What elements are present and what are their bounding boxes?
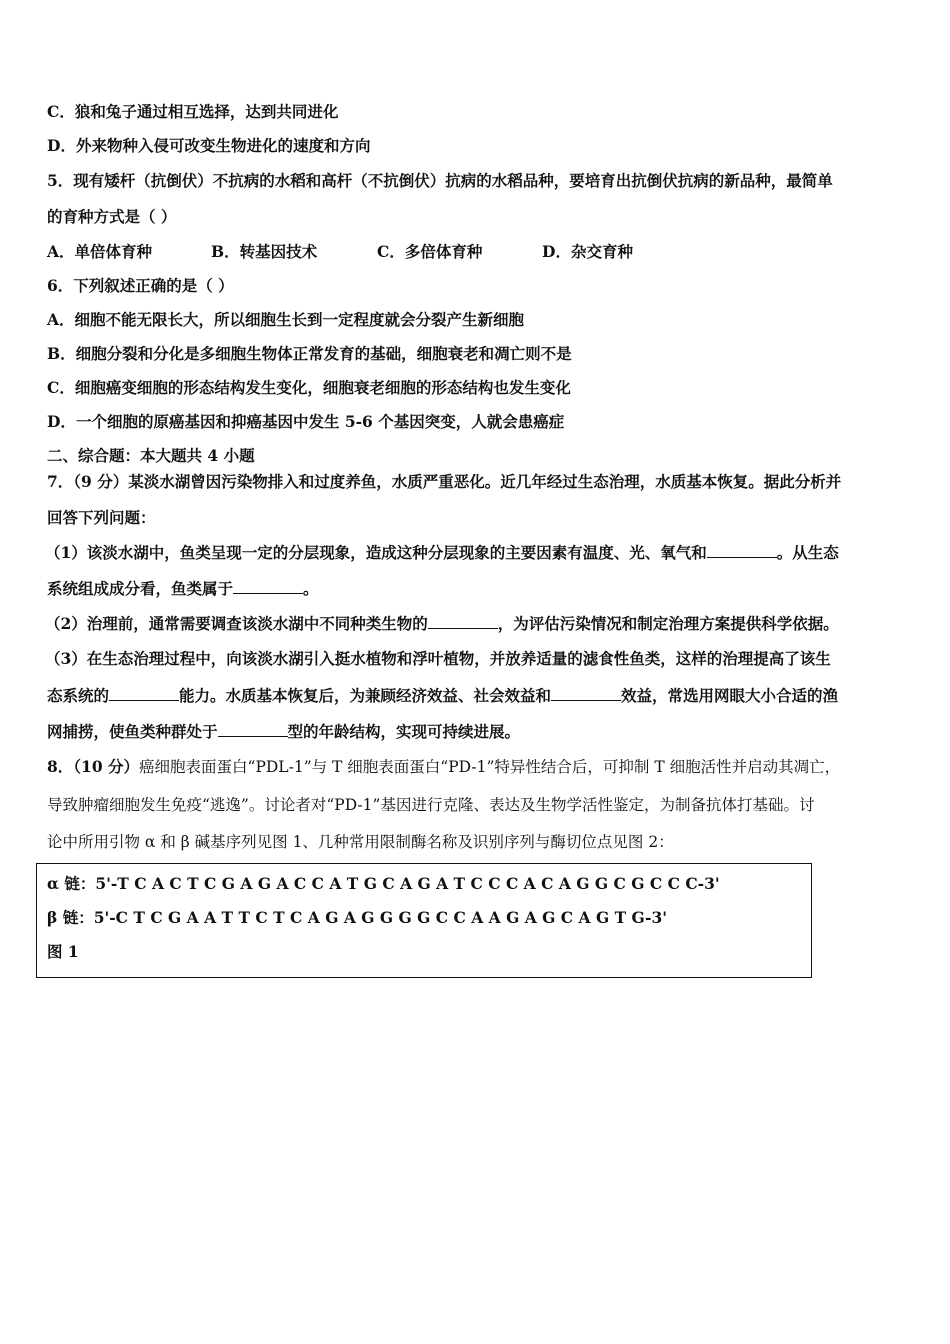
q7-part1-text-a: （1）该淡水湖中，鱼类呈现一定的分层现象，造成这种分层现象的主要因素有温度、光、氧气和 bbox=[45, 543, 707, 562]
q6-option-a: A．细胞不能无限长大，所以细胞生长到一定程度就会分裂产生新细胞 bbox=[47, 310, 525, 329]
q7-part3-text-d: 效益，常选用网眼大小合适的渔 bbox=[621, 686, 839, 705]
q7-part1-text-d: 。 bbox=[303, 579, 319, 598]
q7-part2-text-a: （2）治理前，通常需要调查该淡水湖中不同种类生物的 bbox=[45, 614, 428, 633]
answer-blank[interactable] bbox=[218, 722, 288, 737]
q6-stem: 6．下列叙述正确的是（ ） bbox=[47, 276, 234, 295]
q8-label: 8．（10 分） bbox=[47, 757, 140, 776]
q7-part3-text-f: 型的年龄结构，实现可持续进展。 bbox=[287, 722, 521, 741]
q5-option-b: B．转基因技术 bbox=[211, 242, 318, 261]
q4-option-d: D．外来物种入侵可改变生物进化的速度和方向 bbox=[47, 136, 371, 155]
answer-blank[interactable] bbox=[109, 686, 179, 701]
q7-part2 bbox=[45, 614, 839, 634]
answer-blank[interactable] bbox=[551, 686, 621, 701]
q7-part2-text-b: ，为评估污染情况和制定治理方案提供科学依据。 bbox=[497, 614, 839, 633]
q8-stem-text-1: 癌细胞表面蛋白“PDL-1”与 T 细胞表面蛋白“PD-1”特异性结合后，可抑制 T 细胞活性并启动其凋亡， bbox=[139, 758, 841, 776]
q7-stem-line2: 回答下列问题： bbox=[47, 508, 156, 527]
q5-option-c: C．多倍体育种 bbox=[377, 242, 483, 261]
q8-stem-line2: 导致肿瘤细胞发生免疫“逃逸”。讨论者对“PD-1”基因进行克隆、表达及生物学活性鉴定，为制备抗体打基础。讨 bbox=[47, 796, 815, 814]
q6-option-c: C．细胞癌变细胞的形态结构发生变化，细胞衰老细胞的形态结构也发生变化 bbox=[47, 378, 571, 397]
beta-strand-sequence: β 链：5'-C T C G A A T T C T C A G A G G G G C C A A G A G C A G T G-3' bbox=[47, 908, 668, 927]
q4-option-c: C．狼和兔子通过相互选择，达到共同进化 bbox=[47, 102, 339, 121]
q7-part1-line1 bbox=[45, 543, 839, 563]
alpha-strand-sequence: α 链：5'-T C A C T C G A G A C C A T G C A G A T C C C A C A G G C G C C C-3' bbox=[47, 874, 720, 893]
figure-1-caption: 图 1 bbox=[47, 942, 79, 961]
q6-option-b: B．细胞分裂和分化是多细胞生物体正常发育的基础，细胞衰老和凋亡则不是 bbox=[47, 344, 572, 363]
q5-stem-line2: 的育种方式是（ ） bbox=[47, 207, 177, 226]
q7-stem-line1: 7．（9 分）某淡水湖曾因污染物排入和过度养鱼，水质严重恶化。近几年经过生态治理，水质基本恢复。据此分析并 bbox=[47, 472, 842, 491]
answer-blank[interactable] bbox=[428, 614, 498, 629]
q7-part3-text-c: 能力。水质基本恢复后，为兼顾经济效益、社会效益和 bbox=[179, 686, 552, 705]
q7-part1-text-b: 。从生态 bbox=[776, 543, 839, 562]
q5-option-a: A．单倍体育种 bbox=[47, 242, 153, 261]
q7-part1-line2 bbox=[47, 579, 319, 599]
q5-stem-line1: 5．现有矮杆（抗倒伏）不抗病的水稻和高杆（不抗倒伏）抗病的水稻品种，要培育出抗倒伏抗病的新品种，最简单 bbox=[47, 171, 833, 190]
q7-part1-text-c: 系统组成成分看，鱼类属于 bbox=[47, 579, 234, 598]
answer-blank[interactable] bbox=[707, 543, 777, 558]
q8-stem-line3: 论中所用引物 α 和 β 碱基序列见图 1、几种常用限制酶名称及识别序列与酶切位点见图 2： bbox=[47, 833, 674, 851]
section-heading: 二、综合题：本大题共 4 小题 bbox=[47, 446, 255, 465]
q5-option-d: D．杂交育种 bbox=[542, 242, 633, 261]
q7-part3-line3 bbox=[47, 722, 520, 742]
q7-part3-line1: （3）在生态治理过程中，向该淡水湖引入挺水植物和浮叶植物，并放养适量的滤食性鱼类，这样的治理提高了该生 bbox=[45, 649, 831, 668]
figure-1-box bbox=[36, 863, 812, 978]
q7-part3-text-e: 网捕捞，使鱼类种群处于 bbox=[47, 722, 218, 741]
q6-option-d: D．一个细胞的原癌基因和抑癌基因中发生 5-6 个基因突变，人就会患癌症 bbox=[47, 412, 565, 431]
q7-part3-text-b: 态系统的 bbox=[47, 686, 110, 705]
q8-stem-line1 bbox=[47, 757, 840, 777]
q7-part3-line2 bbox=[47, 686, 838, 706]
answer-blank[interactable] bbox=[233, 579, 303, 594]
